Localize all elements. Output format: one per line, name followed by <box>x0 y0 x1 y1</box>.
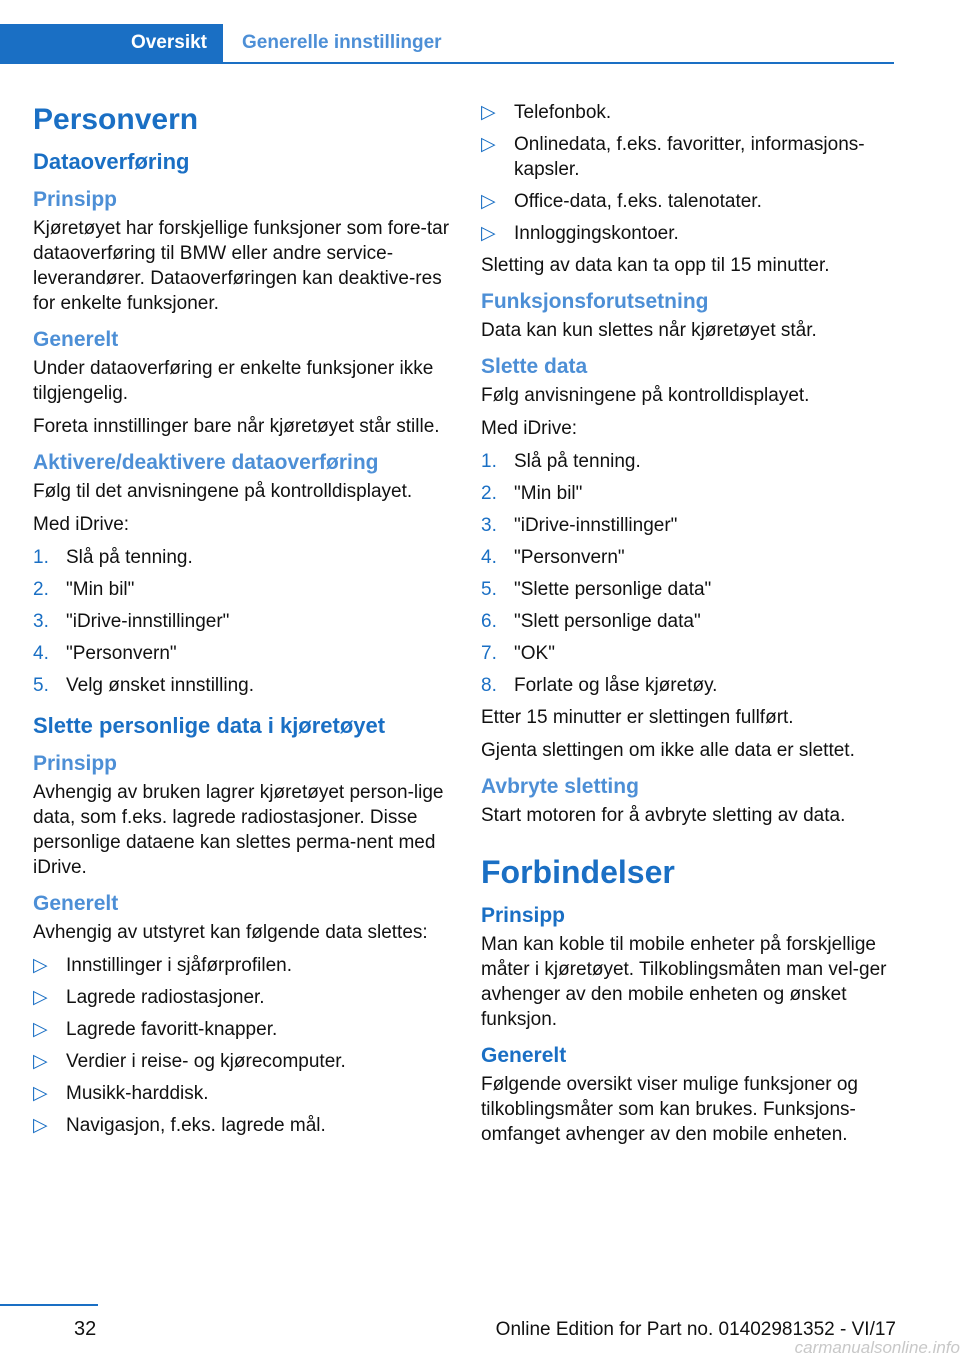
subheading-generelt: Generelt <box>481 1044 567 1067</box>
list-item: 5. "Slette personlige data" <box>481 579 712 600</box>
list-item: ▷ Office-data, f.eks. talenotater. <box>481 191 762 212</box>
paragraph: Følgende oversikt viser mulige funksjoner og tilkoblingsmåter som kan brukes. Funksjons-omfanget avhenger av den mobile enheten. <box>481 1074 859 1145</box>
paragraph: Avhengig av utstyret kan følgende data slettes: <box>33 922 428 943</box>
list-item: 3. "iDrive-innstillinger" <box>481 515 678 536</box>
footer-rule <box>0 1304 98 1306</box>
right-column <box>481 100 899 1155</box>
list-item: ▷ Musikk-harddisk. <box>33 1083 209 1104</box>
steps-list <box>481 449 899 698</box>
paragraph: Data kan kun slettes når kjøretøyet står. <box>481 320 817 341</box>
paragraph: Avhengig av bruken lagrer kjøretøyet person-lige data, som f.eks. lagrede radiostasjoner. Disse personlige dataene kan slettes perma-nent med iDrive. <box>33 782 444 878</box>
list-item: ▷ Verdier i reise- og kjørecomputer. <box>33 1051 346 1072</box>
subheading-prinsipp: Prinsipp <box>33 752 118 775</box>
paragraph: Etter 15 minutter er slettingen fullført. <box>481 707 794 728</box>
list-item: 4. "Personvern" <box>481 547 625 568</box>
list-item: 4. "Personvern" <box>33 643 177 664</box>
list-item: ▷ Telefonbok. <box>481 102 612 123</box>
bullet-icon: ▷ <box>481 134 496 155</box>
steps-list <box>33 545 451 698</box>
paragraph: Foreta innstillinger bare når kjøretøyet står stille. <box>33 416 440 437</box>
subheading-generelt: Generelt <box>33 892 119 915</box>
list-item: ▷ Lagrede radiostasjoner. <box>33 987 265 1008</box>
list-item: ▷ Innstillinger i sjåførprofilen. <box>33 955 292 976</box>
paragraph: Start motoren for å avbryte sletting av data. <box>481 805 846 826</box>
watermark: carmanualsonline.info <box>794 1338 960 1357</box>
left-column <box>33 100 451 1145</box>
bullet-icon: ▷ <box>33 1019 48 1040</box>
list-item: 8. Forlate og låse kjøretøy. <box>481 675 718 696</box>
subheading-generelt: Generelt <box>33 328 119 351</box>
page-title: Personvern <box>33 103 199 136</box>
paragraph: Sletting av data kan ta opp til 15 minutter. <box>481 255 830 276</box>
list-item: ▷ Navigasjon, f.eks. lagrede mål. <box>33 1115 326 1136</box>
paragraph: Følg anvisningene på kontrolldisplayet. <box>481 385 810 406</box>
paragraph: Under dataoverføring er enkelte funksjoner ikke tilgjengelig. <box>33 358 434 404</box>
paragraph: Man kan koble til mobile enheter på forskjellige måter i kjøretøyet. Tilkoblingsmåten man vel-ger avhenger av den mobile enheten og ønsket funksjon. <box>481 934 887 1030</box>
list-item: 3. "iDrive-innstillinger" <box>33 611 230 632</box>
section-heading-dataoverforing: Dataoverføring <box>33 149 190 174</box>
list-item: ▷ Onlinedata, f.eks. favoritter, informasjons-kapsler. <box>481 134 865 180</box>
page-header <box>0 24 894 64</box>
tab-generelle-innstillinger[interactable]: Generelle innstillinger <box>242 32 442 53</box>
subheading-funksjonsforutsetning: Funksjonsforutsetning <box>481 290 709 313</box>
bullet-icon: ▷ <box>33 1083 48 1104</box>
paragraph: Med iDrive: <box>33 514 130 535</box>
list-item: 1. Slå på tenning. <box>33 547 193 568</box>
list-item: 7. "OK" <box>481 643 555 664</box>
list-item: ▷ Lagrede favoritt-knapper. <box>33 1019 278 1040</box>
bullet-icon: ▷ <box>481 191 496 212</box>
bullet-icon: ▷ <box>33 1115 48 1136</box>
section-heading-slette: Slette personlige data i kjøretøyet <box>33 713 386 738</box>
paragraph: Kjøretøyet har forskjellige funksjoner som fore-tar dataoverføring til BMW eller andre service-leverandører. Dataoverføringen kan deaktive-res for enkelte funksjoner. <box>33 218 450 314</box>
bullet-list <box>33 953 451 1138</box>
paragraph: Gjenta slettingen om ikke alle data er slettet. <box>481 740 855 761</box>
tab-oversikt[interactable]: Oversikt <box>0 24 223 62</box>
bullet-list <box>481 100 899 246</box>
bullet-icon: ▷ <box>33 987 48 1008</box>
list-item: 6. "Slett personlige data" <box>481 611 701 632</box>
list-item: 2. "Min bil" <box>481 483 583 504</box>
subheading-aktivere: Aktivere/deaktivere dataoverføring <box>33 451 379 474</box>
bullet-icon: ▷ <box>33 955 48 976</box>
edition-note: Online Edition for Part no. 01402981352 - VI/17 <box>495 1319 896 1340</box>
list-item: 1. Slå på tenning. <box>481 451 641 472</box>
bullet-icon: ▷ <box>481 102 496 123</box>
subheading-avbryte-sletting: Avbryte sletting <box>481 775 639 798</box>
subheading-slette-data: Slette data <box>481 355 588 378</box>
bullet-icon: ▷ <box>33 1051 48 1072</box>
list-item: 2. "Min bil" <box>33 579 135 600</box>
paragraph: Følg til det anvisningene på kontrolldisplayet. <box>33 481 413 502</box>
subheading-prinsipp: Prinsipp <box>33 188 118 211</box>
list-item: ▷ Innloggingskontoer. <box>481 223 679 244</box>
page-number: 32 <box>74 1318 97 1340</box>
subheading-prinsipp: Prinsipp <box>481 904 566 927</box>
bullet-icon: ▷ <box>481 223 496 244</box>
section-title-forbindelser: Forbindelser <box>481 854 675 890</box>
list-item: 5. Velg ønsket innstilling. <box>33 675 254 696</box>
paragraph: Med iDrive: <box>481 418 578 439</box>
